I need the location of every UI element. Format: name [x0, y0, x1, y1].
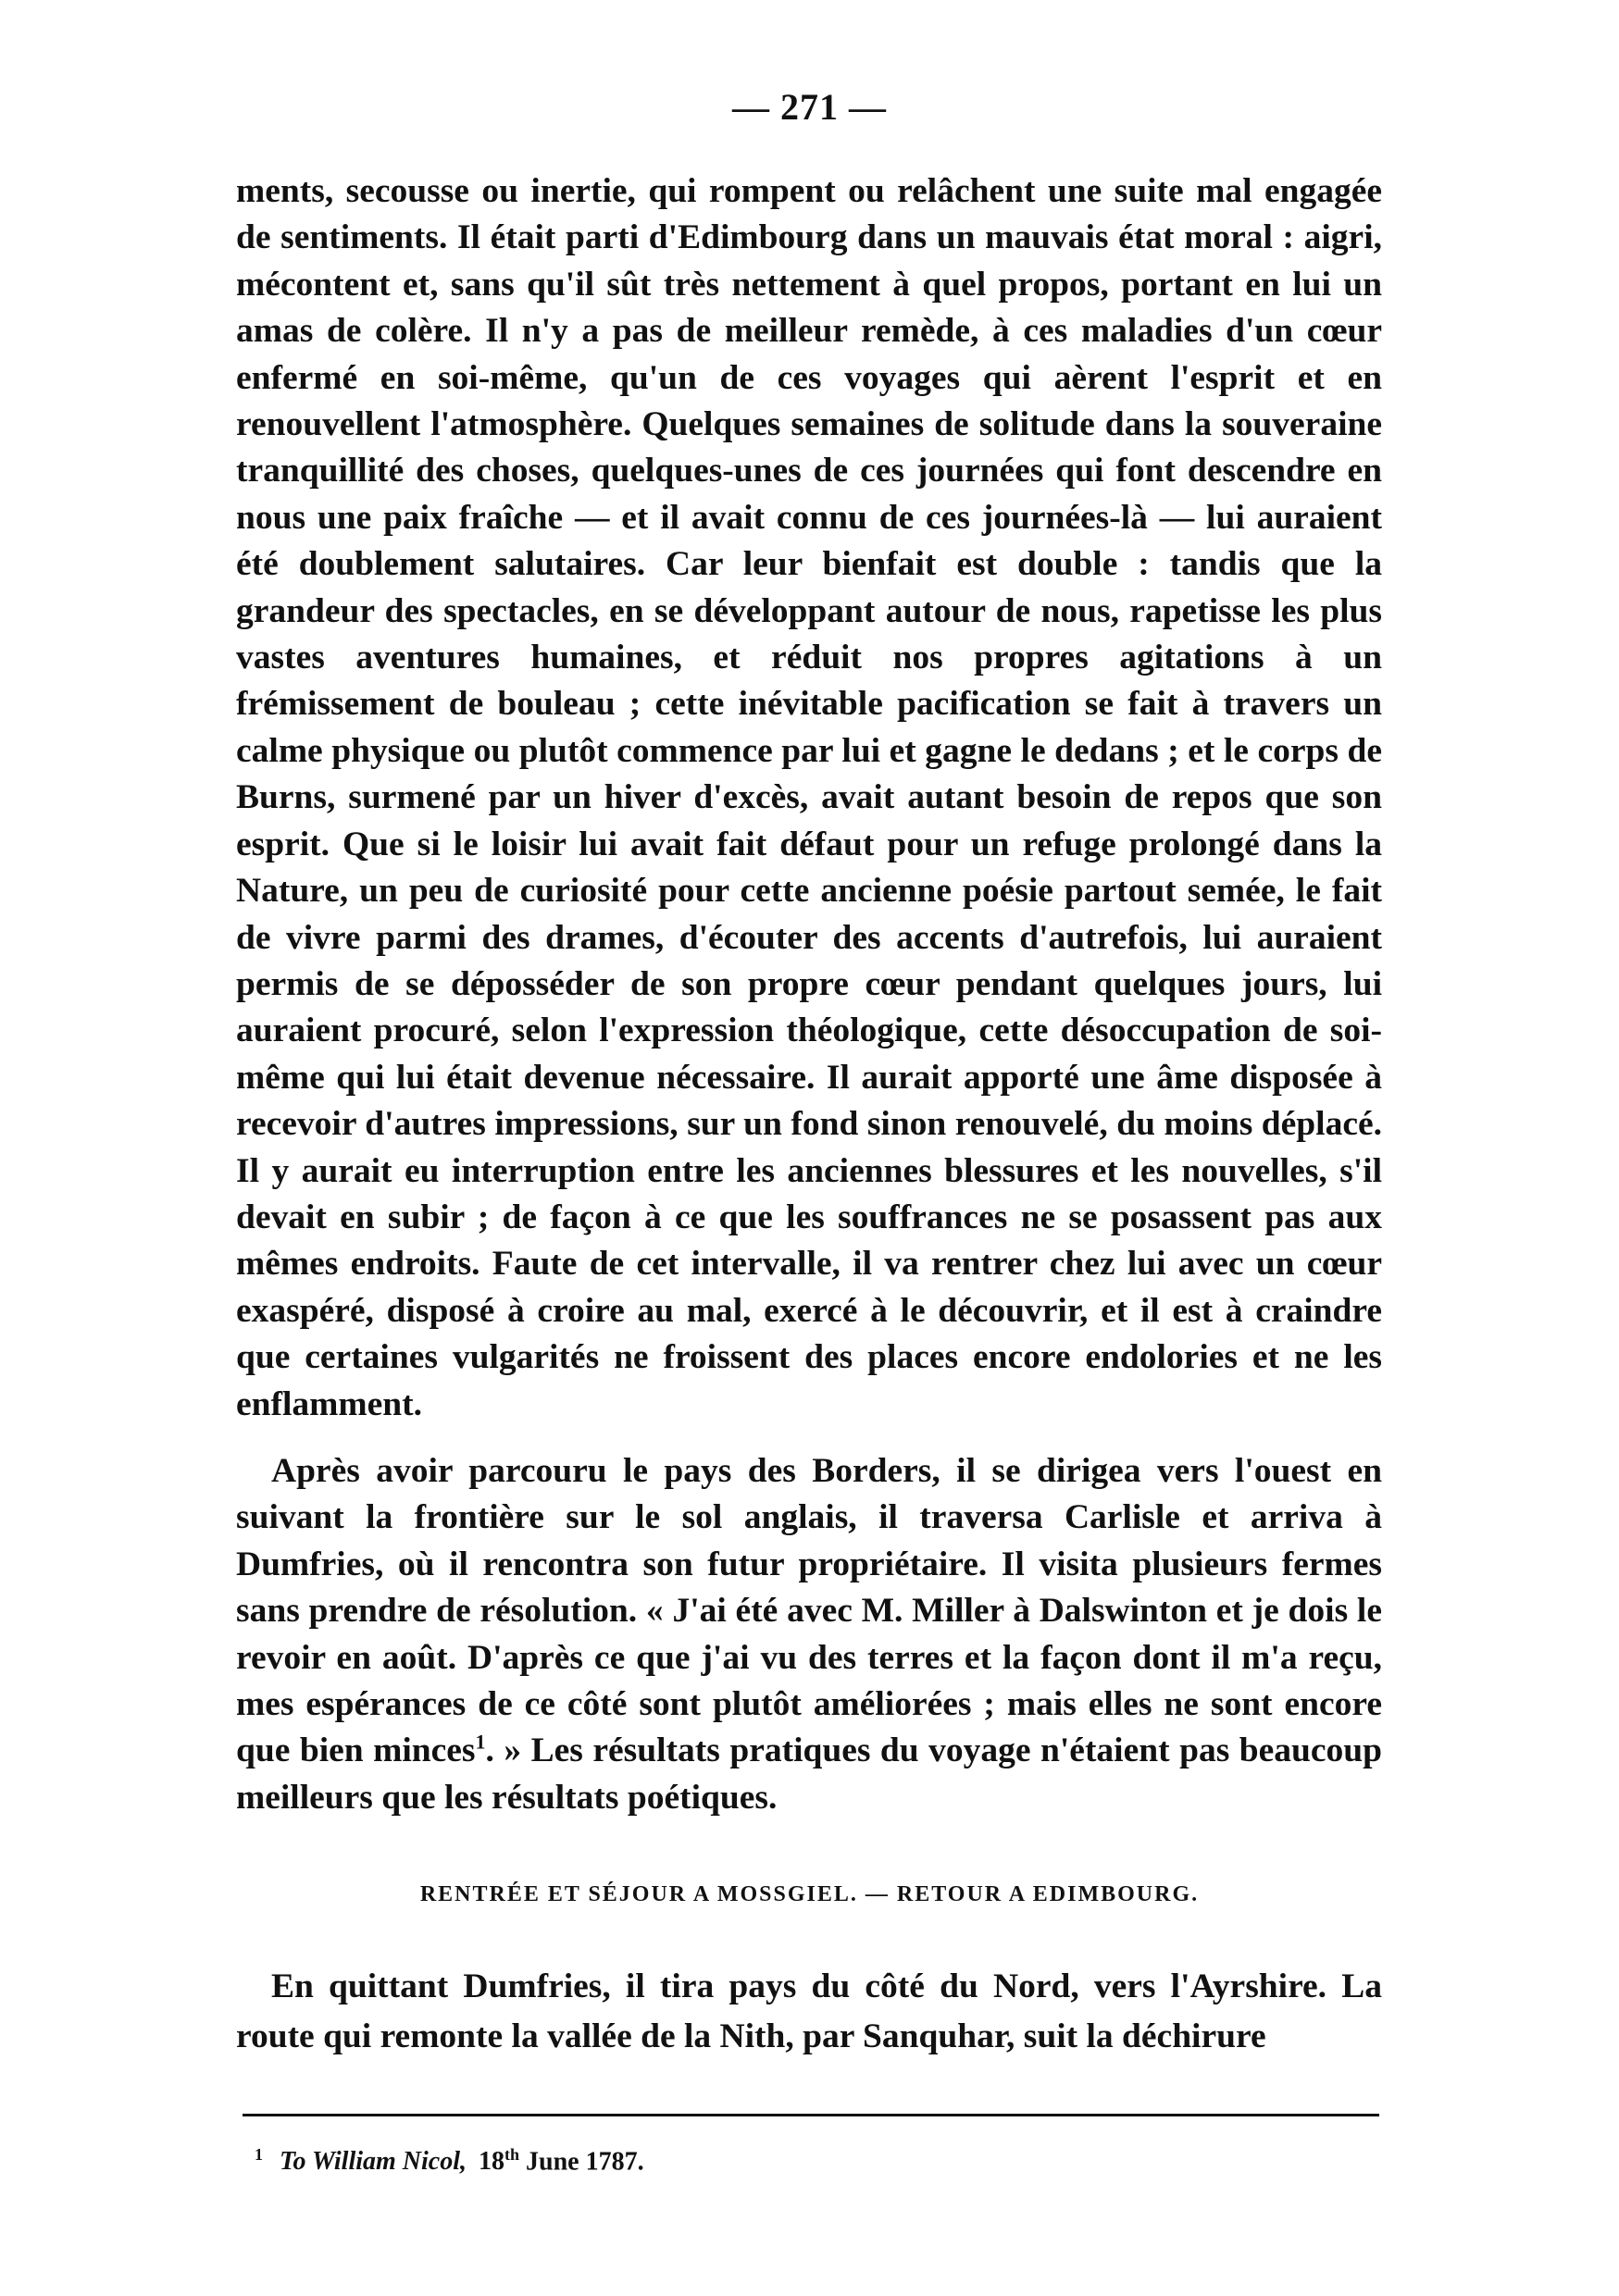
body-paragraph-2: [236, 1448, 1382, 1821]
footnote-marker: 1: [255, 2145, 263, 2164]
paragraph-text-part: . » Les résultats pratiques du voyage n'étaient pas beaucoup meilleurs que les résultats poétiques.: [236, 1731, 1382, 1817]
footnote-divider: [243, 2114, 1379, 2116]
paragraph-text: ments, secousse ou inertie, qui rompent ou relâchent une suite mal engagée de sentiments. Il était parti d'Edimbourg dans un mauvais état moral : aigri, mécontent et, sans qu'il sût très nettement à quel propos, portant en lui un amas de colère. Il n'y a pas de meilleur remède, à ces maladies d'un cœur enfermé en soi-même, qu'un de ces voyages qui aèrent l'esprit et en renouvellent l'atmosphère. Quelques semaines de solitude dans la souveraine tranquillité des choses, quelques-unes de ces journées qui font descendre en nous une paix fraîche — et il avait connu de ces journées-là — lui auraient été doublement salutaires. Car leur bienfait est double : tandis que la grandeur des spectacles, en se développant autour de nous, rapetisse les plus vastes aventures humaines, et réduit nos propres agitations à un frémissement de bouleau ; cette inévitable pacification se fait à travers un calme physique ou plutôt commence par lui et gagne le dedans ; et le corps de Burns, surmené par un hiver d'excès, avait autant besoin de repos que son esprit. Que si le loisir lui avait fait défaut pour un refuge prolongé dans la Nature, un peu de curiosité pour cette ancienne poésie partout semée, le fait de vivre parmi des drames, d'écouter des accents d'autrefois, lui auraient permis de se déposséder de son propre cœur pendant quelques jours, lui auraient procuré, selon l'expression théologique, cette désoccupation de soi-même qui lui était devenue nécessaire. Il aurait apporté une âme disposée à recevoir d'autres impressions, sur un fond sinon renouvelé, du moins déplacé. Il y aurait eu interruption entre les anciennes blessures et les nouvelles, s'il devait en subir ; de façon à ce que les souffrances ne se posassent pas aux mêmes endroits. Faute de cet intervalle, il va rentrer chez lui avec un cœur exaspéré, disposé à croire au mal, exercé à le découvrir, et il est à craindre que certaines vulgarités ne froissent des places encore endolories et ne les enflamment.: [236, 172, 1382, 1423]
paragraph-text-part: Après avoir parcouru le pays des Borders, il se dirigea vers l'ouest en suivant la frontière sur le sol anglais, il traversa Carlisle et arriva à Dumfries, où il rencontra son futur propriétaire. Il visita plusieurs fermes sans prendre de résolution. « J'ai été avec M. Miller à Dalswinton et je dois le revoir en août. D'après ce que j'ai vu des terres et la façon dont il m'a reçu, mes espérances de ce côté sont plutôt améliorées ; mais elles ne sont encore que bien minces: [236, 1452, 1382, 1770]
paragraph-text: [236, 1448, 1382, 1821]
page-number: — 271 —: [732, 86, 887, 128]
footnote-day: 18: [479, 2147, 504, 2177]
footnote-date: June 1787.: [526, 2147, 644, 2177]
section-paragraph: [236, 1962, 1382, 2062]
footnote-title: To William Nicol,: [280, 2147, 467, 2177]
footnote: [255, 2145, 644, 2177]
section-heading: RENTRÉE ET SÉJOUR A MOSSGIEL. — RETOUR A EDIMBOURG.: [419, 1882, 1200, 1906]
body-paragraph-1: [236, 168, 1382, 1428]
footnote-day-suffix: th: [504, 2145, 520, 2164]
paragraph-text: En quittant Dumfries, il tira pays du côté du Nord, vers l'Ayrshire. La route qui remonte la vallée de la Nith, par Sanquhar, suit la déchirure: [236, 1967, 1382, 2055]
footnote-reference: 1: [475, 1730, 486, 1754]
